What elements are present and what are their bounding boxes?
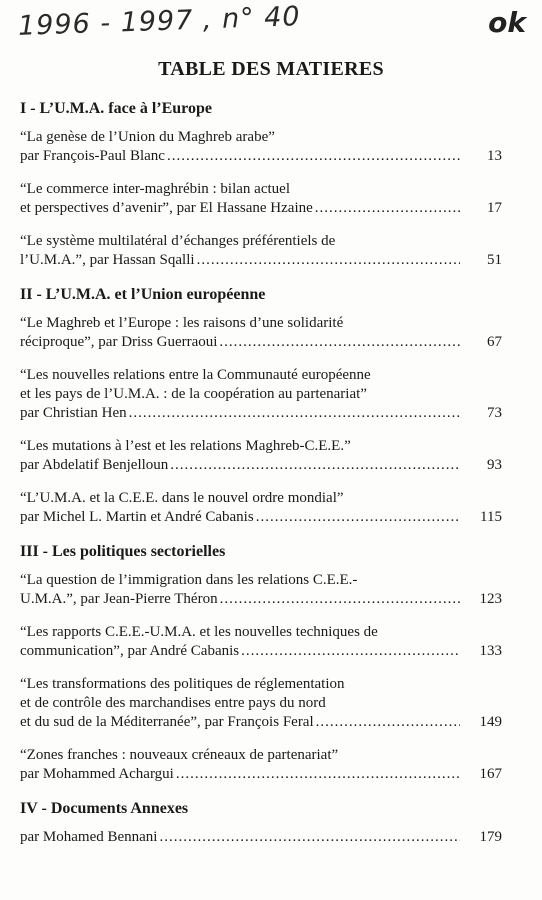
dot-leader [197, 251, 460, 270]
page-number: 51 [487, 252, 502, 268]
entry-title-line: et les pays de l’U.M.A. : de la coopération au partenariat” [20, 386, 367, 402]
entry-title-line: “Le Maghreb et l’Europe : les raisons d’une solidarité [20, 315, 344, 331]
page-number: 133 [479, 643, 502, 659]
page-number: 67 [487, 334, 502, 350]
dot-leader [129, 404, 460, 423]
entry-author: par Mohamed Bennani [20, 829, 158, 845]
toc-entry [20, 314, 502, 352]
toc-entry [20, 623, 502, 661]
entry-title-line: “La genèse de l’Union du Maghreb arabe” [20, 129, 275, 145]
handwritten-note: 1996 - 1997 , n° 40 [17, 1, 302, 42]
entry-title-line: “Les nouvelles relations entre la Communauté européenne [20, 367, 371, 383]
entry-author-line [20, 828, 502, 847]
entry-title-line: “Le système multilatéral d’échanges préférentiels de [20, 233, 336, 249]
page-number: 123 [479, 591, 502, 607]
entry-author-line [20, 147, 502, 166]
dot-leader [170, 456, 460, 475]
entry-author: et du sud de la Méditerranée”, par François Feral [20, 714, 314, 730]
toc-entry [20, 828, 502, 847]
toc-entry [20, 675, 502, 732]
entry-author: et perspectives d’avenir”, par El Hassane Hzaine [20, 200, 313, 216]
page-number: 167 [479, 766, 502, 782]
entry-author-line [20, 251, 502, 270]
entry-title-line: “La question de l’immigration dans les relations C.E.E.- [20, 572, 358, 588]
entry-author-line [20, 456, 502, 475]
entry-author-line [20, 333, 502, 352]
entry-title-line: “Les transformations des politiques de réglementation [20, 676, 345, 692]
entry-author-line [20, 713, 502, 732]
entry-author: par François-Paul Blanc [20, 148, 165, 164]
toc-entry [20, 366, 502, 423]
toc-entry [20, 437, 502, 475]
entry-author: réciproque”, par Driss Guerraoui [20, 334, 218, 350]
toc-entry [20, 489, 502, 527]
entry-author-line [20, 199, 502, 218]
entry-title-line: “L’U.M.A. et la C.E.E. dans le nouvel ordre mondial” [20, 490, 344, 506]
ok-mark: ok [488, 6, 526, 39]
page-number: 13 [487, 148, 502, 164]
dot-leader [220, 590, 460, 609]
toc-entry [20, 746, 502, 784]
page-number: 149 [479, 714, 502, 730]
entry-author-line [20, 404, 502, 423]
page-number: 93 [487, 457, 502, 473]
toc-entry [20, 571, 502, 609]
entry-author: par Abdelatif Benjelloun [20, 457, 169, 473]
entry-author: communication”, par André Cabanis [20, 643, 240, 659]
entry-author: par Mohammed Achargui [20, 766, 174, 782]
dot-leader [256, 508, 460, 527]
entry-author: U.M.A.”, par Jean-Pierre Théron [20, 591, 218, 607]
section-heading: IV - Documents Annexes [20, 800, 189, 817]
page-number: 73 [487, 405, 502, 421]
entry-title-line: “Le commerce inter-maghrébin : bilan actuel [20, 181, 290, 197]
dot-leader [159, 828, 460, 847]
page-number: 179 [479, 829, 502, 845]
page-number: 115 [480, 509, 502, 525]
dot-leader [219, 333, 460, 352]
entry-author: l’U.M.A.”, par Hassan Sqalli [20, 252, 195, 268]
entry-author-line [20, 590, 502, 609]
entry-title-line: et de contrôle des marchandises entre pays du nord [20, 695, 326, 711]
toc-entry [20, 232, 502, 270]
page-title: TABLE DES MATIERES [158, 58, 384, 80]
toc-entry [20, 180, 502, 218]
section-heading: II - L’U.M.A. et l’Union européenne [20, 286, 266, 303]
section-heading: I - L’U.M.A. face à l’Europe [20, 100, 212, 117]
section-heading: III - Les politiques sectorielles [20, 543, 226, 560]
toc-content [20, 100, 502, 861]
entry-author: par Michel L. Martin et André Cabanis [20, 509, 254, 525]
page-number: 17 [487, 200, 502, 216]
dot-leader [167, 147, 460, 166]
entry-author-line [20, 642, 502, 661]
dot-leader [316, 713, 460, 732]
entry-author-line [20, 765, 502, 784]
entry-title-line: “Les rapports C.E.E.-U.M.A. et les nouvelles techniques de [20, 624, 378, 640]
dot-leader [176, 765, 460, 784]
entry-title-line: “Zones franches : nouveaux créneaux de partenariat” [20, 747, 339, 763]
dot-leader [315, 199, 460, 218]
toc-entry [20, 128, 502, 166]
entry-author: par Christian Hen [20, 405, 127, 421]
entry-author-line [20, 508, 502, 527]
entry-title-line: “Les mutations à l’est et les relations Maghreb-C.E.E.” [20, 438, 351, 454]
dot-leader [241, 642, 460, 661]
